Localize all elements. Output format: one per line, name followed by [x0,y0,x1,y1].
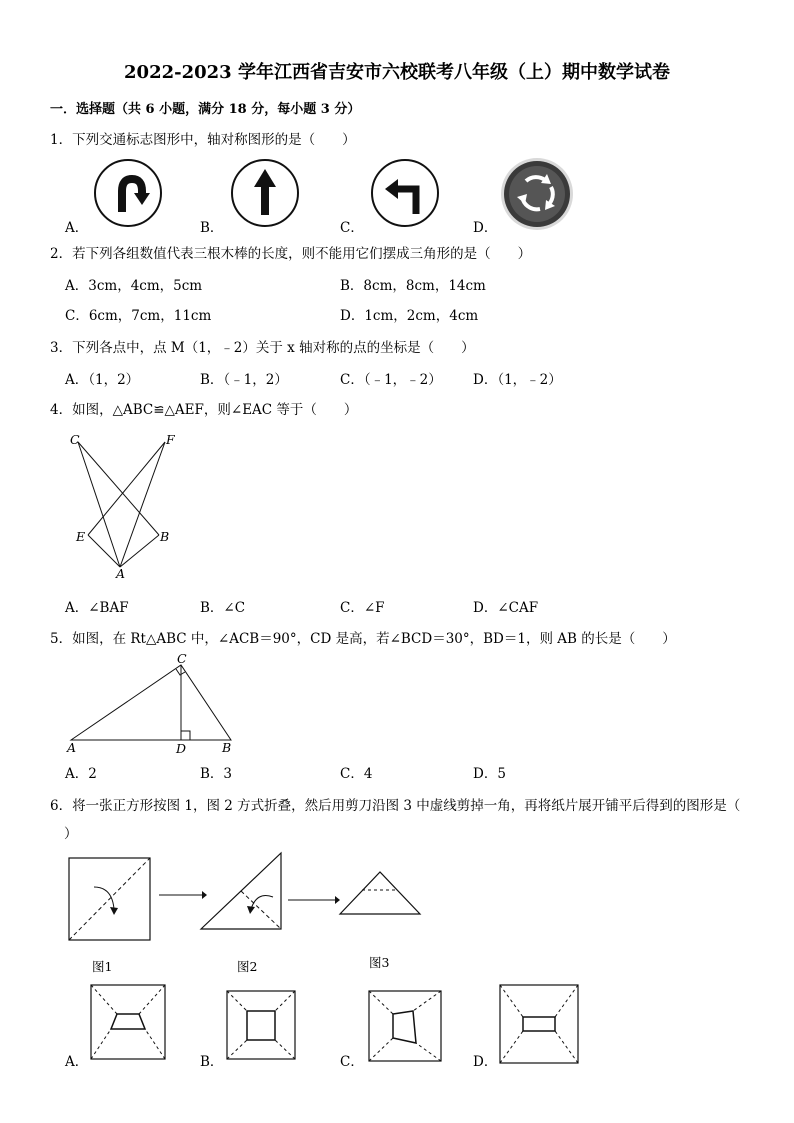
q6-caption-3: 图3 [369,955,390,970]
q4-label-c: C [70,432,80,447]
q5-option-b[interactable]: B．3 [200,766,233,782]
q6-option-c[interactable]: C． [340,1054,364,1070]
q5-option-c[interactable]: C．4 [340,766,373,782]
q5-label-c: C [177,651,187,666]
q4-option-d[interactable]: D．∠CAF [473,600,539,616]
q1-sign-a-icon [92,157,164,229]
q5-option-a[interactable]: A．2 [65,766,97,782]
q3-option-b[interactable]: B．（﹣1，2） [200,372,288,388]
q1-option-b[interactable]: B． [200,220,224,236]
q6-caption-2: 图2 [237,959,258,974]
q5-label-d: D [176,741,187,756]
q6-option-a[interactable]: A． [65,1054,89,1070]
q4-option-b[interactable]: B．∠C [200,600,246,616]
q1-sign-c-icon [369,157,441,229]
q2-option-c[interactable]: C．6cm，7cm，11cm [65,308,212,324]
q4-option-c[interactable]: C．∠F [340,600,385,616]
q3-option-c[interactable]: C．（﹣1，﹣2） [340,372,442,388]
q5-stem: 5．如图，在 Rt△ABC 中，∠ACB＝90°，CD 是高，若∠BCD＝30°，BD＝1，则 AB 的长是（ ） [50,631,676,647]
q2-stem: 2．若下列各组数值代表三根木棒的长度，则不能用它们摆成三角形的是（ ） [50,246,532,262]
q2-option-b[interactable]: B．8cm，8cm，14cm [340,278,486,294]
q6-arrow-2-icon [287,894,341,906]
q1-stem: 1．下列交通标志图形中，轴对称图形的是（ ） [50,132,356,148]
q4-label-b: B [160,529,170,544]
q6-option-d[interactable]: D． [473,1054,498,1070]
q5-label-b: B [222,740,232,755]
q5-figure [60,655,240,745]
q4-stem: 4．如图，△ABC≌△AEF，则∠EAC 等于（ ） [50,402,358,418]
q6-figure-2 [199,851,283,931]
q1-option-a[interactable]: A． [65,220,89,236]
q6-option-b[interactable]: B． [200,1054,224,1070]
q6-figure-3 [338,868,422,916]
q6-stem-line2: ） [64,826,78,842]
q1-sign-b-icon [229,157,301,229]
q5-option-d[interactable]: D．5 [473,766,506,782]
q4-option-a[interactable]: A．∠BAF [65,600,129,616]
q6-option-c-shape[interactable] [368,990,442,1062]
q4-label-a: A [116,566,126,581]
q2-option-a[interactable]: A．3cm，4cm，5cm [65,278,203,294]
q6-option-d-shape[interactable] [499,984,579,1064]
q6-figure-1 [68,857,152,943]
q6-caption-1: 图1 [92,959,113,974]
q5-label-a: A [67,740,77,755]
q6-option-a-shape[interactable] [90,984,166,1060]
q4-figure [60,428,190,583]
q1-sign-d-icon [500,157,574,231]
section-heading: 一．选择题（共 6 小题，满分 18 分，每小题 3 分） [50,102,361,117]
q3-option-d[interactable]: D．（1，﹣2） [473,372,562,388]
page-title: 2022-2023 学年江西省吉安市六校联考八年级（上）期中数学试卷 [124,62,670,83]
q3-stem: 3．下列各点中，点 M（1，﹣2）关于 x 轴对称的点的坐标是（ ） [50,340,475,356]
q1-option-d[interactable]: D． [473,220,498,236]
q2-option-d[interactable]: D．1cm，2cm，4cm [340,308,479,324]
q3-option-a[interactable]: A．（1，2） [65,372,140,388]
q4-label-f: F [166,432,175,447]
q1-option-c[interactable]: C． [340,220,364,236]
q6-option-b-shape[interactable] [226,990,296,1060]
q6-stem-line1: 6．将一张正方形按图 1，图 2 方式折叠，然后用剪刀沿图 3 中虚线剪掉一角，再将纸片展开铺平后得到的图形是（ [50,798,741,814]
q4-label-e: E [76,529,86,544]
